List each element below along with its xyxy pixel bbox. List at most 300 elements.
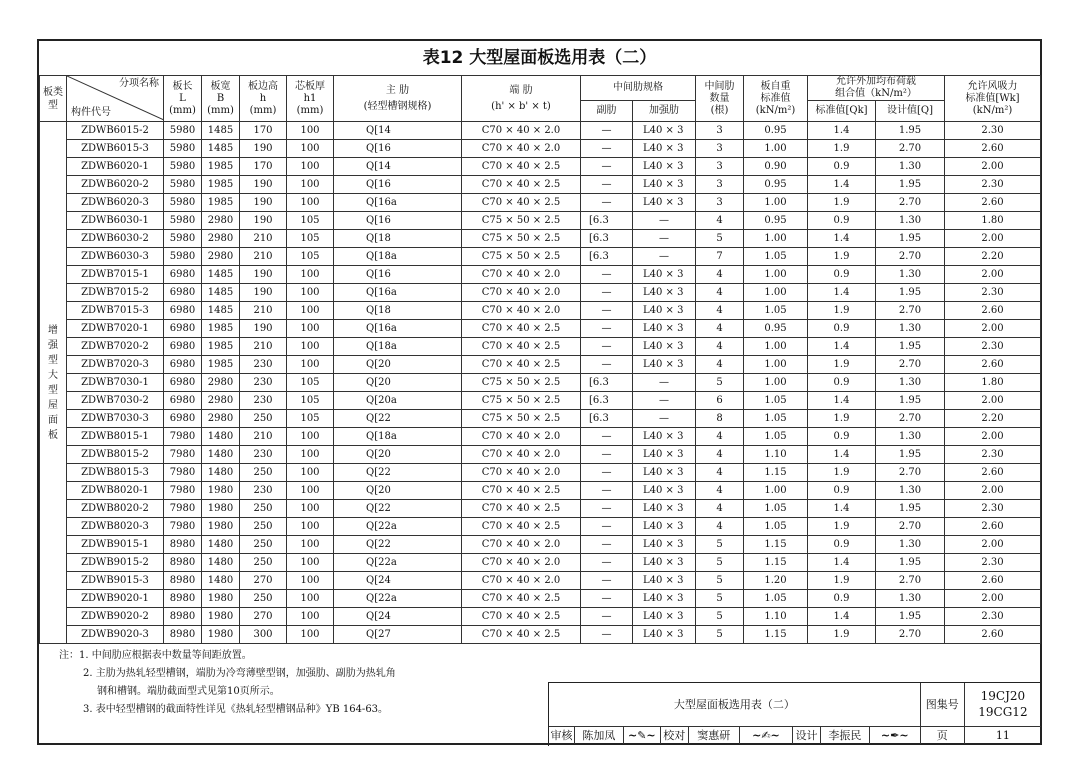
table-cell: 1480 bbox=[202, 536, 240, 554]
table-cell: ZDWB6020-3 bbox=[67, 194, 164, 212]
table-cell: 2.70 bbox=[876, 572, 945, 590]
table-cell: — bbox=[633, 392, 696, 410]
table-cell: 0.9 bbox=[808, 482, 876, 500]
table-row bbox=[40, 230, 1041, 248]
table-cell: 2.00 bbox=[945, 590, 1041, 608]
table-cell: 8980 bbox=[164, 572, 202, 590]
table-cell: — bbox=[581, 482, 633, 500]
table-cell: 8980 bbox=[164, 536, 202, 554]
side-label-char: 型 bbox=[48, 354, 58, 366]
table-cell: C70 × 40 × 2.0 bbox=[462, 554, 581, 572]
table-cell: — bbox=[633, 410, 696, 428]
table-cell: Q[18 bbox=[334, 230, 462, 248]
table-cell: 4 bbox=[696, 266, 744, 284]
table-cell: — bbox=[581, 122, 633, 140]
review-label: 审核 bbox=[549, 726, 575, 744]
table-cell: C70 × 40 × 2.0 bbox=[462, 464, 581, 482]
table-cell: 1.05 bbox=[744, 428, 808, 446]
table-cell: 100 bbox=[287, 338, 334, 356]
table-cell: 1980 bbox=[202, 590, 240, 608]
table-cell: — bbox=[581, 518, 633, 536]
side-label bbox=[40, 122, 67, 644]
table-cell: 5 bbox=[696, 554, 744, 572]
atlas-number: 19CJ20 19CG12 bbox=[964, 683, 1041, 726]
table-cell: Q[16 bbox=[334, 266, 462, 284]
table-cell: 3 bbox=[696, 122, 744, 140]
table-cell: 2.70 bbox=[876, 626, 945, 644]
table-cell: 2.00 bbox=[945, 230, 1041, 248]
table-cell: 105 bbox=[287, 392, 334, 410]
table-cell: 7980 bbox=[164, 464, 202, 482]
table-cell: 0.9 bbox=[808, 374, 876, 392]
table-cell: C70 × 40 × 2.5 bbox=[462, 320, 581, 338]
table-cell: 2.30 bbox=[945, 284, 1041, 302]
table-cell: Q[20 bbox=[334, 356, 462, 374]
table-cell: 7980 bbox=[164, 428, 202, 446]
table-cell: 5980 bbox=[164, 140, 202, 158]
table-cell: 5980 bbox=[164, 158, 202, 176]
table-cell: 0.9 bbox=[808, 590, 876, 608]
table-cell: 1485 bbox=[202, 302, 240, 320]
header-length: 板长 L (mm) bbox=[164, 76, 202, 122]
note-3: 3. 表中轻型槽钢的截面特性详见《热轧轻型槽钢品种》YB 164-63。 bbox=[83, 704, 389, 715]
table-cell: 2.20 bbox=[945, 248, 1041, 266]
design-label: 设计 bbox=[793, 726, 821, 744]
table-cell: 250 bbox=[240, 554, 287, 572]
table-cell: 4 bbox=[696, 284, 744, 302]
table-cell: 5980 bbox=[164, 248, 202, 266]
table-cell: C75 × 50 × 2.5 bbox=[462, 374, 581, 392]
table-cell: 1.30 bbox=[876, 428, 945, 446]
table-cell: 1.9 bbox=[808, 464, 876, 482]
table-cell: 5 bbox=[696, 608, 744, 626]
table-cell: 1.15 bbox=[744, 554, 808, 572]
side-label-char: 型 bbox=[48, 384, 58, 396]
table-cell: 1.00 bbox=[744, 266, 808, 284]
table-cell: — bbox=[633, 248, 696, 266]
table-cell: 8 bbox=[696, 410, 744, 428]
side-label-char: 面 bbox=[48, 414, 58, 426]
table-cell: 8980 bbox=[164, 608, 202, 626]
table-cell: — bbox=[581, 428, 633, 446]
drawing-frame bbox=[37, 39, 1042, 745]
table-cell: L40 × 3 bbox=[633, 572, 696, 590]
table-cell: 100 bbox=[287, 356, 334, 374]
table-cell: 230 bbox=[240, 482, 287, 500]
table-cell: [6.3 bbox=[581, 392, 633, 410]
table-row bbox=[40, 158, 1041, 176]
table-cell: — bbox=[581, 446, 633, 464]
table-cell: Q[22 bbox=[334, 464, 462, 482]
table-cell: 5 bbox=[696, 230, 744, 248]
table-cell: L40 × 3 bbox=[633, 608, 696, 626]
table-cell: 250 bbox=[240, 518, 287, 536]
table-cell: 3 bbox=[696, 176, 744, 194]
table-cell: L40 × 3 bbox=[633, 176, 696, 194]
table-cell: Q[22a bbox=[334, 590, 462, 608]
table-cell: Q[16 bbox=[334, 176, 462, 194]
table-cell: 2980 bbox=[202, 230, 240, 248]
table-cell: 210 bbox=[240, 338, 287, 356]
checker-name: 窦惠研 bbox=[688, 726, 739, 744]
table-cell: 1.05 bbox=[744, 500, 808, 518]
table-cell: L40 × 3 bbox=[633, 194, 696, 212]
table-cell: 5980 bbox=[164, 122, 202, 140]
table-cell: 100 bbox=[287, 284, 334, 302]
table-cell: 1985 bbox=[202, 158, 240, 176]
table-cell: — bbox=[581, 554, 633, 572]
table-cell: 1.9 bbox=[808, 302, 876, 320]
table-cell: L40 × 3 bbox=[633, 464, 696, 482]
table-cell: Q[16a bbox=[334, 284, 462, 302]
table-cell: 190 bbox=[240, 320, 287, 338]
table-cell: 1.05 bbox=[744, 410, 808, 428]
table-cell: 2.30 bbox=[945, 176, 1041, 194]
table-cell: ZDWB7020-1 bbox=[67, 320, 164, 338]
table-cell: 100 bbox=[287, 194, 334, 212]
table-cell: 230 bbox=[240, 392, 287, 410]
table-cell: Q[20 bbox=[334, 374, 462, 392]
table-cell: 190 bbox=[240, 266, 287, 284]
table-cell: 100 bbox=[287, 140, 334, 158]
table-cell: 0.95 bbox=[744, 176, 808, 194]
table-cell: ZDWB8020-2 bbox=[67, 500, 164, 518]
table-cell: — bbox=[581, 536, 633, 554]
table-cell: Q[24 bbox=[334, 572, 462, 590]
table-cell: 2.60 bbox=[945, 464, 1041, 482]
table-cell: 100 bbox=[287, 554, 334, 572]
header-wind: 允许风吸力 标准值[Wk] (kN/m²) bbox=[945, 76, 1041, 122]
table-cell: [6.3 bbox=[581, 212, 633, 230]
table-cell: 210 bbox=[240, 302, 287, 320]
table-cell: ZDWB7020-2 bbox=[67, 338, 164, 356]
table-cell: ZDWB7015-3 bbox=[67, 302, 164, 320]
table-cell: 2.60 bbox=[945, 140, 1041, 158]
header-end-rib: 端 肋 (h' × b' × t) bbox=[462, 76, 581, 122]
header-load: 允许外加均布荷载 组合值（kN/m²） bbox=[808, 76, 945, 101]
table-cell: 2.00 bbox=[945, 392, 1041, 410]
table-cell: 1.00 bbox=[744, 374, 808, 392]
table-cell: 100 bbox=[287, 176, 334, 194]
table-cell: 170 bbox=[240, 158, 287, 176]
table-row bbox=[40, 248, 1041, 266]
note-2-cont: 钢和槽钢。端肋截面型式见第10页所示。 bbox=[97, 686, 280, 697]
table-cell: 1.4 bbox=[808, 230, 876, 248]
table-cell: L40 × 3 bbox=[633, 356, 696, 374]
table-cell: Q[16a bbox=[334, 320, 462, 338]
table-row bbox=[40, 500, 1041, 518]
table-row bbox=[40, 446, 1041, 464]
table-cell: ZDWB7015-2 bbox=[67, 284, 164, 302]
table-cell: 1985 bbox=[202, 356, 240, 374]
table-cell: 1.95 bbox=[876, 500, 945, 518]
table-cell: 1.95 bbox=[876, 230, 945, 248]
table-cell: 1.30 bbox=[876, 374, 945, 392]
table-cell: L40 × 3 bbox=[633, 500, 696, 518]
table-cell: ZDWB6020-2 bbox=[67, 176, 164, 194]
table-cell: 2.60 bbox=[945, 302, 1041, 320]
selection-table bbox=[39, 75, 1041, 644]
table-cell: 1.30 bbox=[876, 482, 945, 500]
table-cell: L40 × 3 bbox=[633, 122, 696, 140]
table-cell: ZDWB9020-1 bbox=[67, 590, 164, 608]
table-cell: — bbox=[581, 590, 633, 608]
table-cell: 0.9 bbox=[808, 158, 876, 176]
table-cell: 6980 bbox=[164, 392, 202, 410]
table-row bbox=[40, 428, 1041, 446]
table-cell: C70 × 40 × 2.5 bbox=[462, 500, 581, 518]
table-cell: C70 × 40 × 2.0 bbox=[462, 140, 581, 158]
table-cell: 4 bbox=[696, 518, 744, 536]
table-cell: 105 bbox=[287, 212, 334, 230]
table-cell: 1.00 bbox=[744, 194, 808, 212]
table-cell: 270 bbox=[240, 572, 287, 590]
table-cell: 1.00 bbox=[744, 284, 808, 302]
table-row bbox=[40, 320, 1041, 338]
table-cell: ZDWB9015-2 bbox=[67, 554, 164, 572]
table-cell: 1.05 bbox=[744, 248, 808, 266]
table-cell: 105 bbox=[287, 374, 334, 392]
table-cell: 100 bbox=[287, 302, 334, 320]
table-cell: 1980 bbox=[202, 626, 240, 644]
table-cell: 1.15 bbox=[744, 536, 808, 554]
table-cell: 1485 bbox=[202, 140, 240, 158]
table-row bbox=[40, 338, 1041, 356]
table-cell: 270 bbox=[240, 608, 287, 626]
table-cell: 1985 bbox=[202, 320, 240, 338]
table-cell: C70 × 40 × 2.0 bbox=[462, 284, 581, 302]
table-cell: [6.3 bbox=[581, 410, 633, 428]
table-cell: 1.30 bbox=[876, 320, 945, 338]
table-row bbox=[40, 518, 1041, 536]
table-cell: 1.9 bbox=[808, 194, 876, 212]
table-cell: L40 × 3 bbox=[633, 554, 696, 572]
table-cell: 1985 bbox=[202, 176, 240, 194]
table-cell: 1.05 bbox=[744, 302, 808, 320]
table-cell: L40 × 3 bbox=[633, 626, 696, 644]
table-cell: ZDWB6030-2 bbox=[67, 230, 164, 248]
header-row-1 bbox=[40, 76, 1041, 101]
table-cell: ZDWB9015-3 bbox=[67, 572, 164, 590]
table-cell: ZDWB7030-3 bbox=[67, 410, 164, 428]
table-cell: 1.05 bbox=[744, 518, 808, 536]
table-cell: 2.60 bbox=[945, 356, 1041, 374]
table-cell: 1480 bbox=[202, 572, 240, 590]
table-cell: 1980 bbox=[202, 608, 240, 626]
table-cell: 3 bbox=[696, 158, 744, 176]
table-row bbox=[40, 590, 1041, 608]
table-cell: 100 bbox=[287, 536, 334, 554]
table-cell: 4 bbox=[696, 356, 744, 374]
table-cell: 0.95 bbox=[744, 320, 808, 338]
designer-signature: ~✒~ bbox=[869, 726, 920, 744]
table-row bbox=[40, 464, 1041, 482]
table-cell: 100 bbox=[287, 122, 334, 140]
table-cell: L40 × 3 bbox=[633, 446, 696, 464]
table-cell: 4 bbox=[696, 428, 744, 446]
table-row bbox=[40, 356, 1041, 374]
table-cell: L40 × 3 bbox=[633, 518, 696, 536]
table-cell: ZDWB8020-1 bbox=[67, 482, 164, 500]
table-cell: — bbox=[581, 356, 633, 374]
table-cell: 190 bbox=[240, 140, 287, 158]
table-cell: 2.60 bbox=[945, 194, 1041, 212]
table-cell: C70 × 40 × 2.5 bbox=[462, 194, 581, 212]
table-row bbox=[40, 572, 1041, 590]
table-cell: 1.30 bbox=[876, 536, 945, 554]
table-cell: 2.00 bbox=[945, 428, 1041, 446]
table-cell: C70 × 40 × 2.5 bbox=[462, 158, 581, 176]
table-cell: 1.9 bbox=[808, 572, 876, 590]
table-cell: 1.00 bbox=[744, 338, 808, 356]
header-edge-height: 板边高 h (mm) bbox=[240, 76, 287, 122]
table-row bbox=[40, 536, 1041, 554]
table-cell: 2.00 bbox=[945, 482, 1041, 500]
table-cell: 7980 bbox=[164, 482, 202, 500]
table-cell: 5 bbox=[696, 626, 744, 644]
table-cell: L40 × 3 bbox=[633, 338, 696, 356]
table-cell: 210 bbox=[240, 230, 287, 248]
table-cell: Q[14 bbox=[334, 122, 462, 140]
table-cell: 4 bbox=[696, 500, 744, 518]
table-cell: 250 bbox=[240, 500, 287, 518]
table-cell: 2.70 bbox=[876, 356, 945, 374]
table-cell: 1.95 bbox=[876, 176, 945, 194]
table-cell: 100 bbox=[287, 158, 334, 176]
table-cell: 1485 bbox=[202, 266, 240, 284]
table-cell: 6980 bbox=[164, 320, 202, 338]
table-cell: 2.70 bbox=[876, 464, 945, 482]
table-cell: 2980 bbox=[202, 392, 240, 410]
table-cell: 0.90 bbox=[744, 158, 808, 176]
table-cell: 300 bbox=[240, 626, 287, 644]
table-cell: [6.3 bbox=[581, 248, 633, 266]
table-cell: 1.4 bbox=[808, 392, 876, 410]
table-cell: Q[22 bbox=[334, 500, 462, 518]
table-cell: ZDWB9020-3 bbox=[67, 626, 164, 644]
table-cell: 6 bbox=[696, 392, 744, 410]
table-cell: 1.9 bbox=[808, 518, 876, 536]
table-cell: C75 × 50 × 2.5 bbox=[462, 212, 581, 230]
table-cell: 1.00 bbox=[744, 140, 808, 158]
table-cell: 2.60 bbox=[945, 518, 1041, 536]
table-cell: 100 bbox=[287, 500, 334, 518]
table-cell: 170 bbox=[240, 122, 287, 140]
table-cell: 1.9 bbox=[808, 410, 876, 428]
table-cell: 190 bbox=[240, 194, 287, 212]
table-cell: 3 bbox=[696, 194, 744, 212]
table-row bbox=[40, 140, 1041, 158]
table-cell: C70 × 40 × 2.5 bbox=[462, 356, 581, 374]
table-cell: 0.9 bbox=[808, 428, 876, 446]
table-cell: 250 bbox=[240, 464, 287, 482]
table-cell: 1.95 bbox=[876, 122, 945, 140]
table-cell: 2.30 bbox=[945, 338, 1041, 356]
table-cell: — bbox=[581, 176, 633, 194]
table-cell: 1.95 bbox=[876, 284, 945, 302]
table-cell: 1.30 bbox=[876, 266, 945, 284]
header-sub-rib: 副肋 bbox=[581, 101, 633, 122]
table-row bbox=[40, 392, 1041, 410]
table-cell: — bbox=[633, 212, 696, 230]
table-cell: 230 bbox=[240, 446, 287, 464]
table-cell: ZDWB6015-2 bbox=[67, 122, 164, 140]
table-cell: 7980 bbox=[164, 446, 202, 464]
table-cell: 5 bbox=[696, 374, 744, 392]
table-row bbox=[40, 122, 1041, 140]
table-cell: 105 bbox=[287, 410, 334, 428]
table-cell: C70 × 40 × 2.5 bbox=[462, 518, 581, 536]
table-cell: 4 bbox=[696, 446, 744, 464]
table-cell: 5980 bbox=[164, 212, 202, 230]
checker-signature: ~✍~ bbox=[739, 726, 792, 744]
table-cell: 1.00 bbox=[744, 482, 808, 500]
note-2: 2. 主肋为热轧轻型槽钢，端肋为冷弯薄壁型钢，加强肋、副肋为热轧角 bbox=[83, 668, 396, 679]
table-cell: C75 × 50 × 2.5 bbox=[462, 392, 581, 410]
table-cell: Q[18a bbox=[334, 428, 462, 446]
table-cell: 250 bbox=[240, 590, 287, 608]
table-cell: C70 × 40 × 2.5 bbox=[462, 608, 581, 626]
table-cell: — bbox=[581, 626, 633, 644]
table-cell: 1.00 bbox=[744, 356, 808, 374]
table-row bbox=[40, 284, 1041, 302]
table-cell: ZDWB7030-1 bbox=[67, 374, 164, 392]
header-self-weight: 板自重 标准值 (kN/m²) bbox=[744, 76, 808, 122]
table-cell: L40 × 3 bbox=[633, 140, 696, 158]
table-cell: 6980 bbox=[164, 410, 202, 428]
table-cell: 1480 bbox=[202, 554, 240, 572]
table-cell: 100 bbox=[287, 572, 334, 590]
table-cell: 1.05 bbox=[744, 392, 808, 410]
table-cell: Q[20 bbox=[334, 446, 462, 464]
table-cell: L40 × 3 bbox=[633, 302, 696, 320]
table-cell: 2980 bbox=[202, 248, 240, 266]
header-type: 板类型 bbox=[40, 76, 67, 122]
table-cell: 230 bbox=[240, 356, 287, 374]
table-cell: 1.95 bbox=[876, 446, 945, 464]
table-cell: 100 bbox=[287, 464, 334, 482]
table-cell: 8980 bbox=[164, 626, 202, 644]
table-cell: — bbox=[581, 500, 633, 518]
table-cell: 1980 bbox=[202, 500, 240, 518]
table-cell: 2.30 bbox=[945, 554, 1041, 572]
table-cell: Q[22 bbox=[334, 410, 462, 428]
table-cell: 5 bbox=[696, 590, 744, 608]
table-cell: 1.95 bbox=[876, 338, 945, 356]
header-design-value: 设计值[Q] bbox=[876, 101, 945, 122]
table-cell: 1.15 bbox=[744, 626, 808, 644]
table-cell: 2980 bbox=[202, 410, 240, 428]
table-cell: 2.70 bbox=[876, 410, 945, 428]
table-cell: — bbox=[633, 230, 696, 248]
table-cell: 100 bbox=[287, 428, 334, 446]
table-cell: 1480 bbox=[202, 464, 240, 482]
table-cell: 2.30 bbox=[945, 608, 1041, 626]
notes bbox=[59, 647, 396, 719]
table-cell: 2980 bbox=[202, 374, 240, 392]
table-cell: 1.30 bbox=[876, 158, 945, 176]
table-cell: 2.70 bbox=[876, 518, 945, 536]
table-cell: 6980 bbox=[164, 338, 202, 356]
table-cell: 100 bbox=[287, 446, 334, 464]
table-row bbox=[40, 194, 1041, 212]
table-cell: C70 × 40 × 2.5 bbox=[462, 482, 581, 500]
table-cell: 7980 bbox=[164, 518, 202, 536]
table-cell: Q[22 bbox=[334, 536, 462, 554]
table-cell: C70 × 40 × 2.0 bbox=[462, 572, 581, 590]
table-cell: — bbox=[581, 284, 633, 302]
table-cell: ZDWB8015-1 bbox=[67, 428, 164, 446]
